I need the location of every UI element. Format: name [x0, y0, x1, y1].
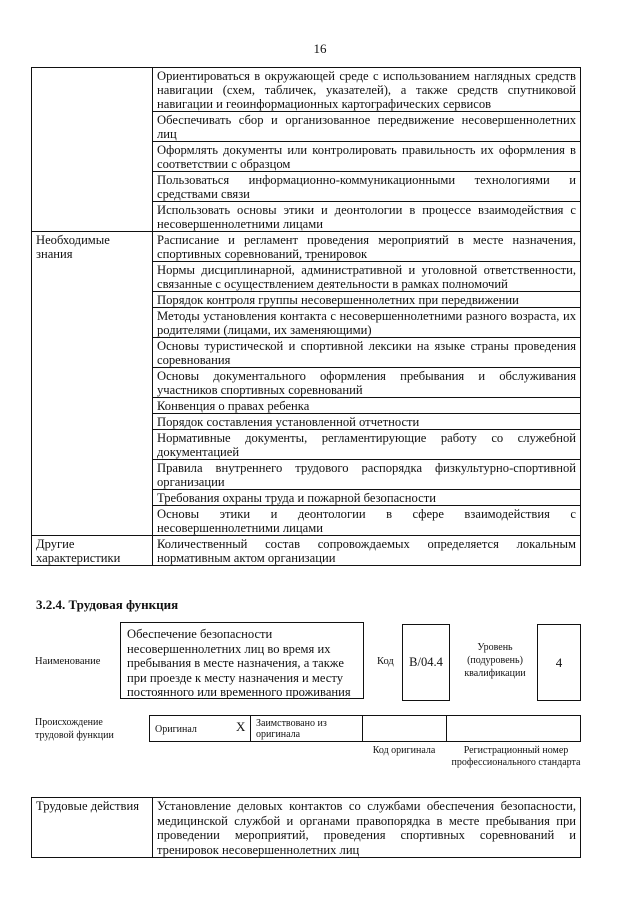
name-label: Наименование [35, 656, 101, 667]
origin-divider [362, 716, 363, 741]
knowledge-text: Основы этики и деонтологии в сфере взаимодействия с несовершеннолетними лицами [153, 506, 581, 536]
knowledge-text: Правила внутреннего трудового распорядка физкультурно-спортивной организации [153, 460, 581, 490]
other-characteristics-row [32, 536, 581, 566]
knowledge-text: Порядок контроля группы несовершеннолетних при передвижении [153, 292, 581, 308]
reg-number-label: Регистрационный номер профессионального стандарта [451, 745, 581, 768]
code-label: Код [377, 656, 394, 667]
origin-label: Происхождение трудовой функции [35, 717, 114, 741]
skill-text: Оформлять документы или контролировать правильность их оформления в соответствии с образцом [153, 142, 581, 172]
page-number: 16 [313, 41, 327, 56]
knowledge-text: Нормы дисциплинарной, административной и уголовной ответственности, связанные с осуществлением деятельности в рамках полномочий [153, 262, 581, 292]
knowledge-label: Необходимые знания [32, 232, 153, 536]
origin-row [149, 715, 581, 742]
skill-row [32, 68, 581, 112]
knowledge-row [32, 232, 581, 262]
labor-actions-row [32, 798, 581, 858]
code-value-box: B/04.4 [402, 624, 450, 701]
knowledge-text: Основы туристической и спортивной лексики на языке страны проведения соревнования [153, 338, 581, 368]
skill-text: Использовать основы этики и деонтологии в процессе взаимодействия с несовершеннолетними лицами [153, 202, 581, 232]
skill-text: Обеспечивать сбор и организованное передвижение несовершеннолетних лиц [153, 112, 581, 142]
level-value-box: 4 [537, 624, 581, 701]
knowledge-text: Порядок составления установленной отчетности [153, 414, 581, 430]
labor-actions-text: Установление деловых контактов со службами обеспечения безопасности, медицинской службой и органами правопорядка в месте пребывания при проведении мероприятий, проведения спортивных соревнований и тренировок несовершеннолетних лиц [153, 798, 581, 858]
section-heading: 3.2.4. Трудовая функция [36, 597, 179, 612]
skill-text: Пользоваться информационно-коммуникационными технологиями и средствами связи [153, 172, 581, 202]
knowledge-text: Методы установления контакта с несовершеннолетними разного возраста, их родителями (лицами, их заменяющими) [153, 308, 581, 338]
requirements-table-body [32, 68, 581, 566]
labor-actions-table [31, 797, 581, 858]
origin-divider [250, 716, 251, 741]
knowledge-text: Конвенция о правах ребенка [153, 398, 581, 414]
function-name-box: Обеспечение безопасности несовершеннолетних лиц во время их пребывания в месте назначения, а также при проезде к месту назначения и месту постоянного или временного проживания [120, 622, 364, 699]
skill-text: Ориентироваться в окружающей среде с использованием наглядных средств навигации (схем, табличек, указателей), а также средств спутниковой навигации и геоинформационных картографических сервисов [153, 68, 581, 112]
knowledge-text: Основы документального оформления пребывания и обслуживания участников спортивных соревнований [153, 368, 581, 398]
knowledge-text: Расписание и регламент проведения мероприятий в месте назначения, спортивных соревнований, тренировок [153, 232, 581, 262]
other-characteristics-label: Другие характеристики [32, 536, 153, 566]
requirements-table [31, 67, 581, 566]
borrowed-label: Заимствовано из оригинала [256, 718, 327, 740]
origin-divider [446, 716, 447, 741]
knowledge-text: Нормативные документы, регламентирующие работу со служебной документацией [153, 430, 581, 460]
code-original-label: Код оригинала [372, 745, 436, 756]
skills-category-cell [32, 68, 153, 232]
original-label: Оригинал [155, 724, 197, 735]
level-label: Уровень (подуровень) квалификации [464, 642, 526, 679]
knowledge-text: Требования охраны труда и пожарной безопасности [153, 490, 581, 506]
other-characteristics-text: Количественный состав сопровождаемых определяется локальным нормативным актом организации [153, 536, 581, 566]
labor-actions-body [32, 798, 581, 858]
original-mark: X [236, 719, 246, 734]
labor-actions-label: Трудовые действия [32, 798, 153, 858]
